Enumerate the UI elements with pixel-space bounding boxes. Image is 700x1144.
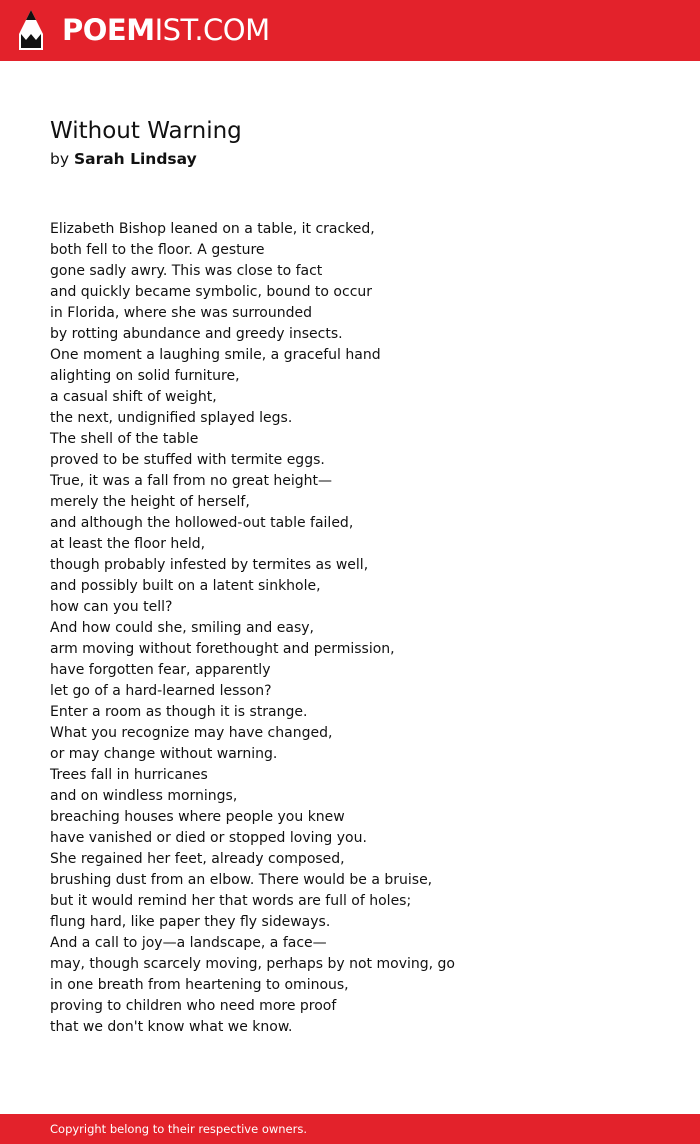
pencil-tip-icon[interactable] bbox=[17, 9, 45, 51]
poem-author: Sarah Lindsay bbox=[73, 150, 197, 168]
poem-line: Trees fall in hurricanes bbox=[50, 767, 208, 783]
poem-line: arm moving without forethought and permission, bbox=[50, 641, 395, 657]
poem-line: And a call to joy—a landscape, a face— bbox=[50, 935, 327, 951]
copyright-notice: Copyright belong to their respective owners. bbox=[50, 1122, 308, 1136]
poem-line: both fell to the floor. A gesture bbox=[50, 242, 265, 258]
poem-line: flung hard, like paper they fly sideways. bbox=[50, 914, 331, 930]
site-footer bbox=[0, 1114, 700, 1144]
by-label: by bbox=[50, 150, 70, 168]
poem-line: though probably infested by termites as well, bbox=[50, 557, 369, 573]
poem-title: Without Warning bbox=[50, 118, 242, 144]
poem-line: Elizabeth Bishop leaned on a table, it cracked, bbox=[50, 221, 375, 237]
poem-line: And how could she, smiling and easy, bbox=[50, 620, 314, 636]
poem-line: What you recognize may have changed, bbox=[50, 725, 333, 741]
poem-line: have vanished or died or stopped loving you. bbox=[50, 830, 367, 846]
poem-line: and possibly built on a latent sinkhole, bbox=[50, 578, 321, 594]
poem-line: True, it was a fall from no great height— bbox=[50, 473, 333, 489]
poem-line: proving to children who need more proof bbox=[50, 998, 337, 1014]
poem-line: may, though scarcely moving, perhaps by not moving, go bbox=[50, 956, 455, 972]
poem-line: in Florida, where she was surrounded bbox=[50, 305, 313, 321]
poem-line: by rotting abundance and greedy insects. bbox=[50, 326, 343, 342]
poem-line: the next, undignified splayed legs. bbox=[50, 410, 293, 426]
poem-line: a casual shift of weight, bbox=[50, 389, 217, 405]
site-header bbox=[0, 0, 700, 61]
poem-line: have forgotten fear, apparently bbox=[50, 662, 271, 678]
poem-line: Enter a room as though it is strange. bbox=[50, 704, 308, 720]
poem-body bbox=[50, 219, 670, 1038]
poem-line: at least the floor held, bbox=[50, 536, 206, 552]
poem-line: One moment a laughing smile, a graceful hand bbox=[50, 347, 381, 363]
poem-byline bbox=[50, 149, 197, 169]
poem-line: alighting on solid furniture, bbox=[50, 368, 240, 384]
poem-line: The shell of the table bbox=[50, 431, 199, 447]
poem-line: that we don't know what we know. bbox=[50, 1019, 293, 1035]
poem-line: She regained her feet, already composed, bbox=[50, 851, 345, 867]
site-logo-wordmark[interactable] bbox=[62, 13, 270, 47]
poem-line: or may change without warning. bbox=[50, 746, 278, 762]
poem-line: gone sadly awry. This was close to fact bbox=[50, 263, 323, 279]
brand-bold-text: POEM bbox=[62, 13, 155, 47]
poem-line: in one breath from heartening to ominous, bbox=[50, 977, 349, 993]
poem-line: brushing dust from an elbow. There would be a bruise, bbox=[50, 872, 433, 888]
poem-line: but it would remind her that words are full of holes; bbox=[50, 893, 412, 909]
poem-line: proved to be stuffed with termite eggs. bbox=[50, 452, 325, 468]
poem-line: merely the height of herself, bbox=[50, 494, 250, 510]
poem-line: and on windless mornings, bbox=[50, 788, 238, 804]
brand-light-text: IST.COM bbox=[154, 13, 270, 47]
poem-line: how can you tell? bbox=[50, 599, 173, 615]
poem-line: let go of a hard-learned lesson? bbox=[50, 683, 272, 699]
poem-line: breaching houses where people you knew bbox=[50, 809, 345, 825]
poem-line: and quickly became symbolic, bound to occur bbox=[50, 284, 373, 300]
poem-line: and although the hollowed-out table failed, bbox=[50, 515, 354, 531]
